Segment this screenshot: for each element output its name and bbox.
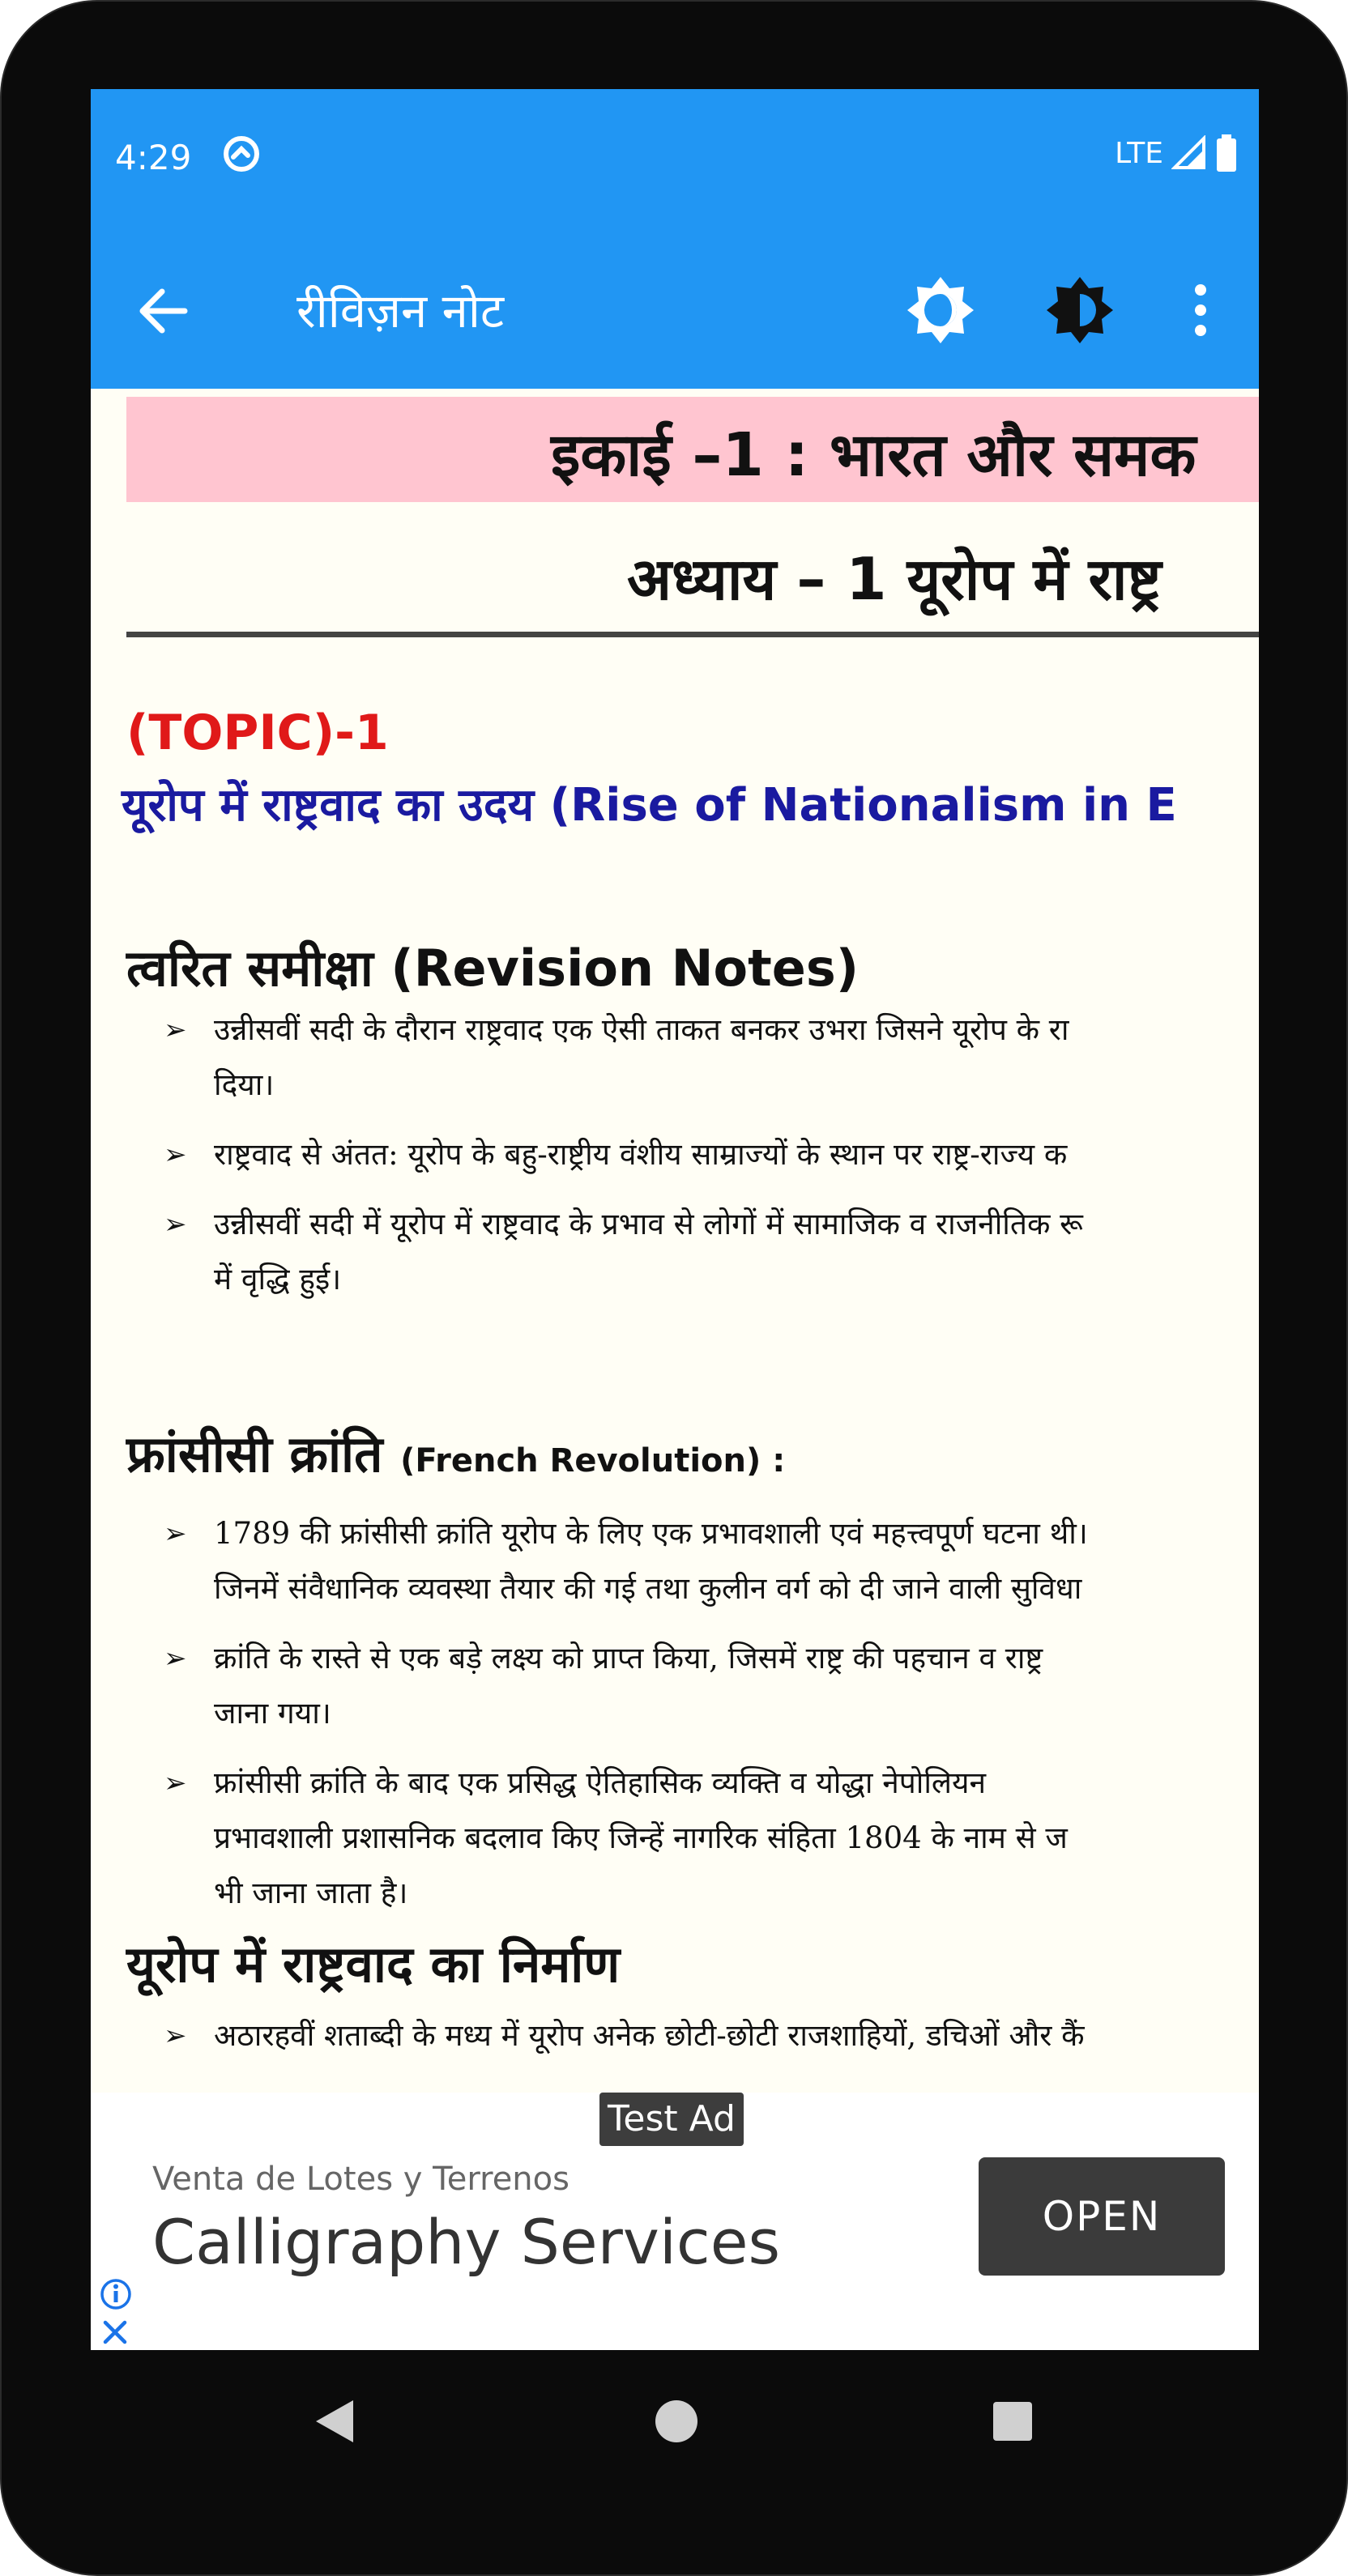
bullet-arrow-icon: ➢ [164, 1767, 187, 1799]
status-bar [91, 89, 1259, 232]
list-item-line: 1789 की फ्रांसीसी क्रांति यूरोप के लिए एक प्रभावशाली एवं महत्त्वपूर्ण घटना थी। [214, 1516, 1088, 1551]
french-revolution-list [164, 1506, 1259, 1935]
list-item-line: प्रभावशाली प्रशासनिक बदलाव किए जिन्हें नागरिक संहिता 1804 के नाम से ज [214, 1820, 1068, 1855]
section-heading-text: फ्रांसीसी क्रांति [126, 1424, 383, 1484]
chapter-title: अध्याय – 1 यूरोप में राष्ट्र [627, 545, 1162, 613]
divider [126, 632, 1259, 637]
section-heading-revision-notes [126, 933, 859, 1001]
list-item [164, 1506, 1259, 1616]
screen [91, 89, 1259, 2350]
list-item-line: जाना गया। [214, 1696, 331, 1731]
list-item-line: फ्रांसीसी क्रांति के बाद एक प्रसिद्ध ऐतिहासिक व्यक्ति व योद्धा नेपोलियन [214, 1765, 986, 1800]
bullet-arrow-icon: ➢ [164, 1014, 187, 1046]
section-heading-text: त्वरित समीक्षा (Revision Notes) [126, 939, 860, 998]
network-type: LTE [1115, 136, 1163, 170]
list-item [164, 1197, 1259, 1307]
bullet-arrow-icon: ➢ [164, 1518, 187, 1550]
battery-icon [1215, 134, 1238, 172]
back-arrow-icon[interactable] [131, 279, 196, 343]
brightness-low-icon[interactable] [904, 274, 977, 347]
ad-open-button[interactable]: OPEN [979, 2157, 1225, 2276]
topic-label: (TOPIC)-1 [126, 705, 389, 761]
content-scroll-area[interactable] [91, 389, 1259, 2073]
list-item [164, 1003, 1259, 1113]
section-heading-text: यूरोप में राष्ट्रवाद का निर्माण [126, 1935, 621, 1994]
section-heading-french-revolution [126, 1419, 785, 1487]
bullet-arrow-icon: ➢ [164, 1208, 187, 1241]
nationalism-list [164, 2008, 1259, 2073]
section-heading-nationalism [126, 1929, 620, 1997]
list-item-line: राष्ट्रवाद से अंतत: यूरोप के बहु-राष्ट्रीय वंशीय साम्राज्यों के स्थान पर राष्ट्र-राज्य क [214, 1137, 1068, 1172]
bullet-arrow-icon: ➢ [164, 1642, 187, 1675]
list-item-line [214, 2063, 1259, 2073]
section-heading-sub: (French Revolution) : [400, 1442, 786, 1480]
ad-subtitle: Venta de Lotes y Terrenos [152, 2161, 569, 2198]
list-item-line: दिया। [214, 1067, 275, 1102]
list-item-line: क्रांति के रास्ते से एक बड़े लक्ष्य को प्राप्त किया, जिसमें राष्ट्र की पहचान व राष्ट्र [214, 1641, 1043, 1675]
signal-icon [1171, 135, 1207, 171]
unit-title: इकाई –1 : भारत और समक [551, 420, 1197, 490]
page-title: रीविज़न नोट [296, 283, 505, 338]
bullet-arrow-icon: ➢ [164, 1139, 187, 1171]
list-item [164, 1127, 1259, 1182]
unit-banner [126, 397, 1259, 502]
list-item [164, 1631, 1259, 1741]
status-indicators [1115, 134, 1238, 172]
status-time: 4:29 [115, 138, 192, 177]
list-item-line: उन्नीसवीं सदी के दौरान राष्ट्रवाद एक ऐसी ताकत बनकर उभरा जिसने यूरोप के रा [214, 1012, 1069, 1047]
list-item-line: उन्नीसवीं सदी में यूरोप में राष्ट्रवाद के प्रभाव से लोगों में सामाजिक व राजनीतिक रू [214, 1207, 1083, 1241]
nav-recent-apps-icon[interactable] [990, 2399, 1035, 2444]
list-item-line: में वृद्धि हुई। [214, 1262, 342, 1297]
test-ad-badge: Test Ad [599, 2093, 744, 2146]
list-item-line: अठारहवीं शताब्दी के मध्य में यूरोप अनेक छोटी-छोटी राजशाहियों, डचिओं और कैं [214, 2018, 1085, 2053]
topic-heading: यूरोप में राष्ट्रवाद का उदय (Rise of Nationalism in E [122, 779, 1177, 832]
app-bar [91, 232, 1259, 389]
bullet-arrow-icon: ➢ [164, 2020, 187, 2052]
brightness-high-icon[interactable] [1043, 274, 1116, 347]
sync-icon [220, 133, 262, 175]
list-item-line: भी जाना जाता है। [214, 1876, 408, 1910]
list-item-line: जिनमें संवैधानिक व्यवस्था तैयार की गई तथा कुलीन वर्ग को दी जाने वाली सुविधा [214, 1571, 1082, 1606]
list-item [164, 1756, 1259, 1921]
nav-back-icon[interactable] [311, 2397, 360, 2446]
revision-notes-list [164, 1003, 1259, 1322]
nav-home-icon[interactable] [652, 2397, 701, 2446]
list-item [164, 2008, 1259, 2073]
ad-title[interactable]: Calligraphy Services [152, 2206, 781, 2278]
more-options-icon[interactable] [1176, 274, 1225, 347]
